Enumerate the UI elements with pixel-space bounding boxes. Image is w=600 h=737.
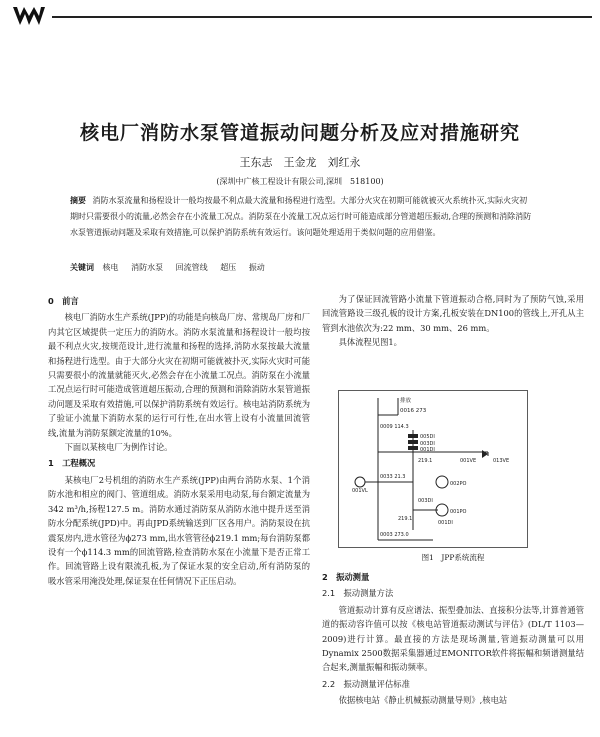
affiliation: (深圳中广核工程设计有限公司,深圳 518100) [216,177,384,186]
paragraph: 管道振动计算有反应谱法、振型叠加法、直接积分法等,计算普通管道的振动容许值可以按《核电站管道振动测试与评估》(DL/T 1103—2009)进行计算。最直接的方法是现场测量,管道振动测量可以用Dynamix 2500数据采集器通过EMONITOR软件将振幅和频谱测量结合起来,测量振幅和振动频率。 [322,604,584,673]
diagram-label: 005DI [420,434,435,440]
paragraph: 依据核电站《静止机械振动测量导则》,核电站 [338,695,508,706]
paragraph: 某核电厂2号机组的消防水生产系统(JPP)由两台消防水泵、1个消防水池和相应的阀门、管道组成。消防水泵采用电动泵,每台额定流量为342 m³/h,扬程127.5 m。消防水通过消防泵从消防水池中提升送至消防水分配系统(JPD)中。再由JPD系统输送到厂区各用户。消防泵设在抗震泵房内,进水管径为ϕ273 mm,出水管管径ϕ219.1 mm;每台消防泵都设有一个ϕ114.3 mm的回流管路,检查消防水泵在小流量下是否正常工作。回流管路上设有限流孔板,为了保证水泵的安全启动,所有消防泵的吸水管采用淹没处理,保证泵在任何情况下正压启动。 [48,474,310,586]
subsection-heading: 2.2 振动测量评估标准 [322,678,410,689]
paper-title: 核电厂消防水泵管道振动问题分析及应对措施研究 [79,122,520,144]
figure-caption: 图1 JPP系统流程 [421,553,485,562]
keywords [70,260,532,275]
diagram-label: 002PO [450,481,467,487]
left-column [48,292,310,588]
right-column-top [322,292,584,350]
diagram-label: 003DI [420,441,435,447]
jpp-flow-diagram [338,390,528,548]
abstract [70,192,532,241]
subsection-heading: 2.1 振动测量方法 [322,588,394,599]
abstract-text: 消防水泵流量和扬程设计一般均按最不利点最大流量和扬程进行选型。大部分火灾在初期可能就被灭火系统扑灭,实际火灾初期时只需要很小的流量,必然会存在小流量工况点。消防泵在小流量工况点运行时可能造成部分管道超压振动,合理的预测和消除消防水泵管道振动问题及采取有效措施,可以保护消防系统有效运行。该问题处理适用于类似问题的应用借鉴。 [70,196,532,237]
keyword: 核电 [102,263,119,272]
keyword: 振动 [248,263,265,272]
header-rule [52,16,592,18]
diagram-label: 001PO [450,509,467,515]
authors: 王东志 王金龙 刘红永 [239,156,361,169]
diagram-label: 013VE [493,458,510,464]
keyword: 超压 [220,263,237,272]
keywords-label: 关键词 [70,262,94,272]
section-heading: 2 振动测量 [322,572,370,582]
keyword: 消防水泵 [131,263,164,272]
paragraph: 下面以某核电厂为例作讨论。 [64,442,173,453]
journal-logo [12,6,46,26]
diagram-label: 0016 273 [400,408,427,414]
diagram-label: 001DI [438,520,453,526]
diagram-label: 0009 114.3 [380,424,409,430]
paragraph: 核电厂消防水生产系统(JPP)的功能是向核岛厂房、常规岛厂房和厂内其它区域提供一定压力的消防水。消防水泵流量和扬程设计一般均按最不利点火灾,按规范设计,进行流量和扬程的选择,消防水泵按最大流量和扬程进行选型。由于大部分火灾在初期可能就被扑灭,实际火灾时可能只需要很小的流量就能灭火,必然会存在小流量工况点。消防泵在小流量工况点运行时可能造成管道超压振动,合理的预测和消除消防水泵管道振动问题及采取有效措施,可以保护消防系统有效运行。核电站消防系统为了验证小流量下消防水泵的运行可行性,在出水管上设有小流量回流管线,流量为消防泵额定流量的10%。 [48,312,310,438]
paragraph: 具体流程见图1。 [338,337,402,348]
diagram-label: 0033 21.3 [380,474,406,480]
keyword: 回流管线 [175,263,208,272]
diagram-label: 001VL [352,488,368,494]
diagram-label: 0003 273.0 [380,532,409,538]
diagram-label: 001DI [420,447,435,453]
diagram-label: 排放 [400,398,412,404]
right-column-bottom [322,568,584,708]
diagram-label: 001VE [460,458,477,464]
section-heading: 0 前言 [48,296,79,306]
abstract-label: 摘要 [70,195,86,205]
section-heading: 1 工程概况 [48,458,96,469]
paragraph: 为了保证回流管路小流量下管道振动合格,同时为了预防气蚀,采用回流管路设三级孔板的设计方案,孔板安装在DN100的管线上,开孔从主管到水池依次为:22 mm、30 mm、26 mm。 [322,294,584,333]
diagram-label: 003DI [418,498,433,504]
diagram-label: 219.1 [418,458,433,464]
diagram-label: 219.1 [398,516,413,522]
